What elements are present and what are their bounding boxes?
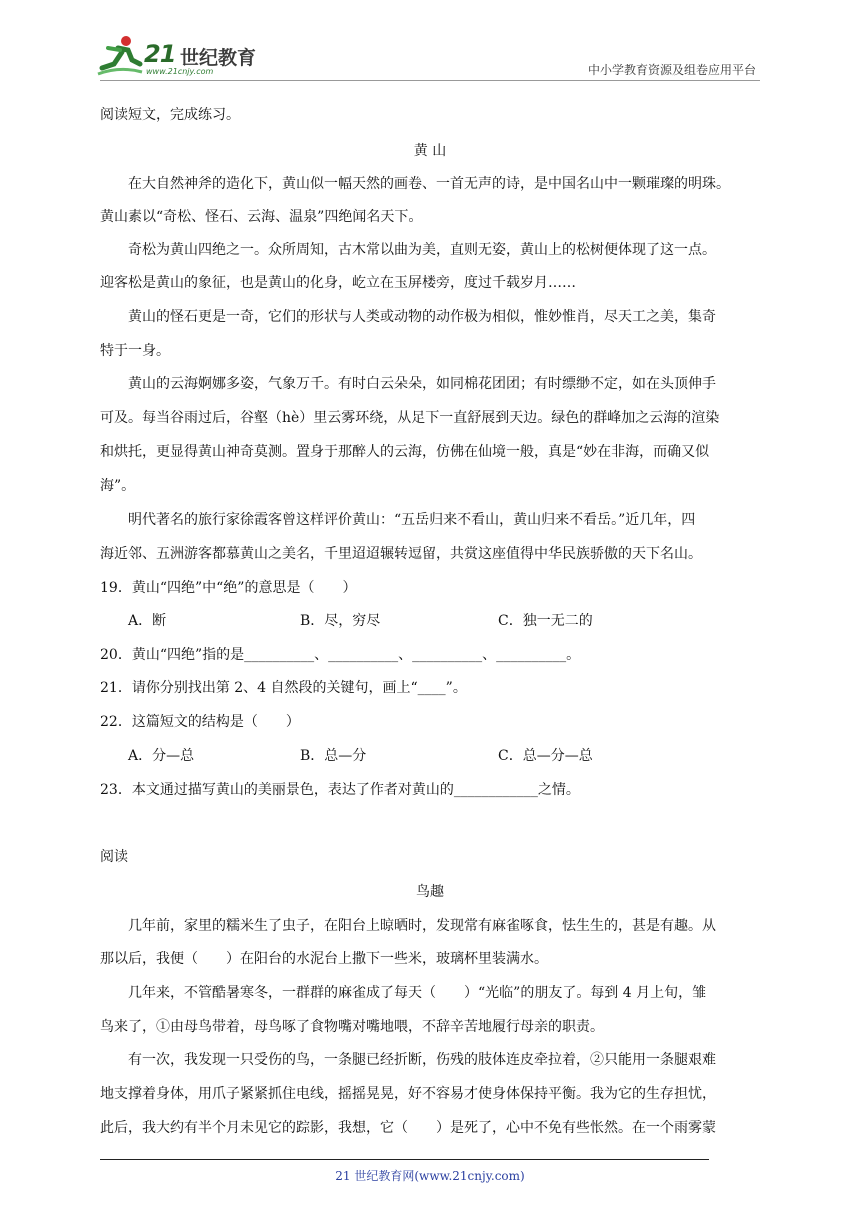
question-20: 20．黄山“四绝”指的是__________、__________、__________、__________。 [100,647,581,663]
passage-line: 几年来，不管酷暑寒冬，一群群的麻雀成了每天（ ）“光临”的朋友了。每到 4 月上旬，雏 [128,985,707,1001]
q22-option-b[interactable]: B．总—分 [300,748,367,764]
question-19: 19．黄山“四绝”中“绝”的意思是（ ） [100,580,357,596]
passage-line: 黄山的怪石更是一奇，它们的形状与人类或动物的动作极为相似，惟妙惟肖，尽天工之美，集奇 [128,309,716,325]
question-23: 23．本文通过描写黄山的美丽景色，表达了作者对黄山的____________之情。 [100,782,580,798]
header-divider [100,80,760,81]
reading-instruction: 阅读短文，完成练习。 [100,107,240,123]
q22-option-a[interactable]: A．分—总 [128,748,195,764]
q19-option-b[interactable]: B．尽，穷尽 [300,613,381,629]
passage-line: 有一次，我发现一只受伤的鸟，一条腿已经折断，伤残的肢体连皮牵拉着，②只能用一条腿艰难 [128,1052,716,1068]
platform-name: 中小学教育资源及组卷应用平台 [587,63,756,77]
passage-line: 奇松为黄山四绝之一。众所周知，古木常以曲为美，直则无姿，黄山上的松树便体现了这一点。 [128,242,716,258]
footer-divider [100,1159,709,1160]
page-header [96,34,760,80]
passage-line: 迎客松是黄山的象征，也是黄山的化身，屹立在玉屏楼旁，度过千载岁月…… [100,275,576,291]
passage-line: 黄山的云海婀娜多姿，气象万千。有时白云朵朵，如同棉花团团；有时缥缈不定，如在头顶伸手 [128,376,716,392]
passage-title-2: 鸟趣 [416,884,444,900]
passage-line: 在大自然神斧的造化下，黄山似一幅天然的画卷、一首无声的诗，是中国名山中一颗璀璨的明珠。 [128,176,730,192]
question-22: 22．这篇短文的结构是（ ） [100,714,300,730]
passage-line: 地支撑着身体，用爪子紧紧抓住电线，摇摇晃晃，好不容易才使身体保持平衡。我为它的生存担忧， [100,1086,716,1102]
passage-line: 明代著名的旅行家徐霞客曾这样评价黄山：“五岳归来不看山，黄山归来不看岳。”近几年，四 [128,512,696,528]
passage-line: 海”。 [100,478,136,494]
runner-logo-icon [96,34,144,78]
passage-line: 海近邻、五洲游客都慕黄山之美名，千里迢迢辗转逗留，共赏这座值得中华民族骄傲的天下名山。 [100,546,702,562]
q19-option-a[interactable]: A．断 [128,613,167,629]
passage-line: 鸟来了，①由母鸟带着，母鸟啄了食物嘴对嘴地喂，不辞辛苦地履行母亲的职责。 [100,1019,604,1035]
passage-line: 可及。每当谷雨过后，谷壑（hè）里云雾环绕，从足下一直舒展到天边。绿色的群峰加之云海的渲染 [100,410,720,426]
passage-line: 那以后，我便（ ）在阳台的水泥台上撒下一些米，玻璃杯里装满水。 [100,951,548,967]
logo-text: 世纪教育 [180,47,257,69]
passage-line: 特于一身。 [100,343,170,359]
question-21: 21．请你分别找出第 2、4 自然段的关键句，画上“____”。 [100,680,467,696]
reading-instruction-2: 阅读 [100,849,128,865]
passage-line: 和烘托，更显得黄山神奇莫测。置身于那醉人的云海，仿佛在仙境一般，真是“妙在非海，而确又似 [100,444,710,460]
logo-url: www.21cnjy.com [146,67,214,76]
q22-option-c[interactable]: C．总—分—总 [498,748,593,764]
logo-number: 21 [144,40,176,68]
passage-line: 此后，我大约有半个月未见它的踪影，我想，它（ ）是死了，心中不免有些怅然。在一个雨雾蒙 [100,1120,716,1136]
q19-option-c[interactable]: C．独一无二的 [498,613,593,629]
page-footer: 21 世纪教育网(www.21cnjy.com) [335,1169,525,1183]
passage-line: 黄山素以“奇松、怪石、云海、温泉”四绝闻名天下。 [100,209,423,225]
passage-title: 黄 山 [413,143,447,159]
site-logo [96,34,266,78]
passage-line: 几年前，家里的糯米生了虫子，在阳台上晾晒时，发现常有麻雀啄食，怯生生的，甚是有趣。从 [128,918,716,934]
